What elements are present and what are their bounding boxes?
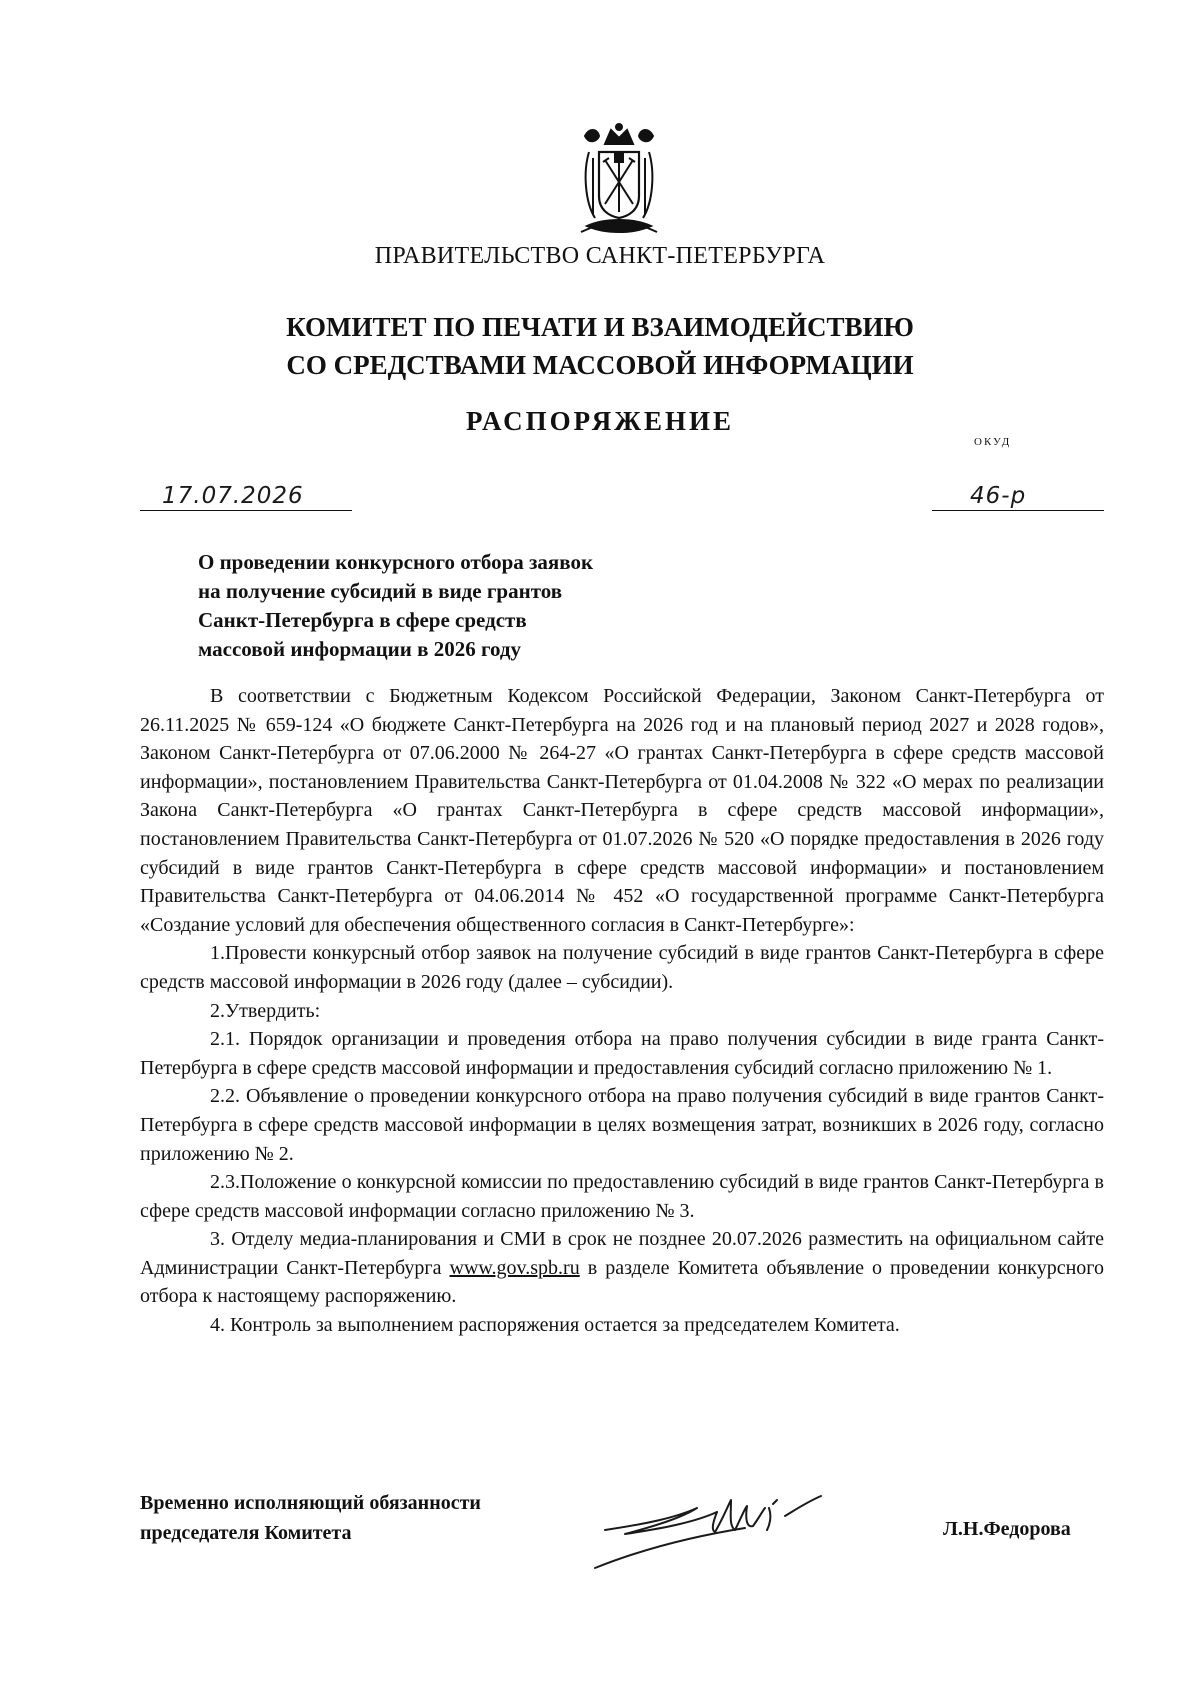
item-3-text-a: 3. Отделу медиа-планирования и СМИ в срок не позднее 20.07.2026 разместить на официальном сайте Администрации Санкт-Петербурга	[140, 1228, 1104, 1279]
subject-line2: на получение субсидий в виде грантов	[198, 579, 563, 603]
signatory-title-line2: председателя Комитета	[140, 1522, 352, 1544]
item-1: 1.Провести конкурсный отбор заявок на получение субсидий в виде грантов Санкт-Петербурга в сфере средств массовой информации в 2026 году (далее – субсидии).	[140, 942, 1104, 993]
subject-line4: массовой информации в 2026 году	[198, 637, 521, 661]
document-date-field	[140, 478, 352, 511]
document-subject	[198, 548, 718, 664]
item-2: 2.Утвердить:	[210, 999, 321, 1022]
okud-label: ОКУД	[974, 436, 1012, 448]
spb-coat-of-arms-icon	[575, 122, 663, 240]
document-body	[140, 682, 1104, 1340]
website-link[interactable]: www.gov.spb.ru	[449, 1256, 580, 1279]
item-4: 4. Контроль за выполнением распоряжения остается за председателем Комитета.	[210, 1314, 900, 1337]
signatory-title	[140, 1488, 600, 1548]
committee-name-line1: КОМИТЕТ ПО ПЕЧАТИ И ВЗАИМОДЕЙСТВИЮ	[286, 312, 914, 342]
committee-name-line2: СО СРЕДСТВАМИ МАССОВОЙ ИНФОРМАЦИИ	[286, 350, 914, 380]
handwritten-signature	[585, 1478, 855, 1573]
government-name: ПРАВИТЕЛЬСТВО САНКТ-ПЕТЕРБУРГА	[374, 243, 826, 269]
item-2-3: 2.3.Положение о конкурсной комиссии по предоставлению субсидий в виде грантов Санкт-Петербурга в сфере средств массовой информации согласно приложению № 3.	[140, 1171, 1104, 1222]
document-number-field	[932, 478, 1104, 511]
item-2-2: 2.2. Объявление о проведении конкурсного отбора на право получения субсидий в виде грантов Санкт-Петербурга в сфере средств массовой информации в целях возмещения затрат, возникших в 2026 году, согласно приложению № 2.	[140, 1085, 1104, 1165]
item-2-1: 2.1. Порядок организации и проведения отбора на право получения субсидии в виде гранта Санкт-Петербурга в сфере средств массовой информации и предоставления субсидий согласно приложению № 1.	[140, 1028, 1104, 1079]
signatory-title-line1: Временно исполняющий обязанности	[140, 1492, 481, 1514]
item-3-text-b: в разделе Комитета объявление о проведении конкурсного отбора к настоящему распоряжению.	[140, 1256, 1104, 1308]
subject-line1: О проведении конкурсного отбора заявок	[198, 550, 594, 574]
committee-name	[0, 308, 1200, 384]
document-number: 46-р	[970, 483, 1027, 509]
item-3	[140, 1225, 1104, 1311]
document-date: 17.07.2026	[162, 483, 304, 509]
preamble-paragraph: В соответствии с Бюджетным Кодексом Российской Федерации, Законом Санкт-Петербурга от 26.11.2025 № 659-124 «О бюджете Санкт-Петербурга на 2026 год и на плановый период 2027 и 2028 годов», Законом Санкт-Петербурга от 07.06.2000 № 264-27 «О грантах Санкт-Петербурга в сфере средств массовой информации», постановлением Правительства Санкт-Петербурга от 01.04.2008 № 322 «О мерах по реализации Закона Санкт-Петербурга «О грантах Санкт-Петербурга в сфере средств массовой информации», постановлением Правительства Санкт-Петербурга от 01.07.2026 № 520 «О порядке предоставления в 2026 году субсидий в виде грантов Санкт-Петербурга в сфере средств массовой информации» и постановлением Правительства Санкт-Петербурга от 04.06.2014 № 452 «О государственной программе Санкт-Петербурга «Создание условий для обеспечения общественного согласия в Санкт-Петербурге»:	[140, 685, 1104, 936]
subject-line3: Санкт-Петербурга в сфере средств	[198, 608, 527, 632]
document-type: РАСПОРЯЖЕНИЕ	[465, 406, 735, 436]
signatory-name: Л.Н.Федорова	[943, 1518, 1071, 1540]
